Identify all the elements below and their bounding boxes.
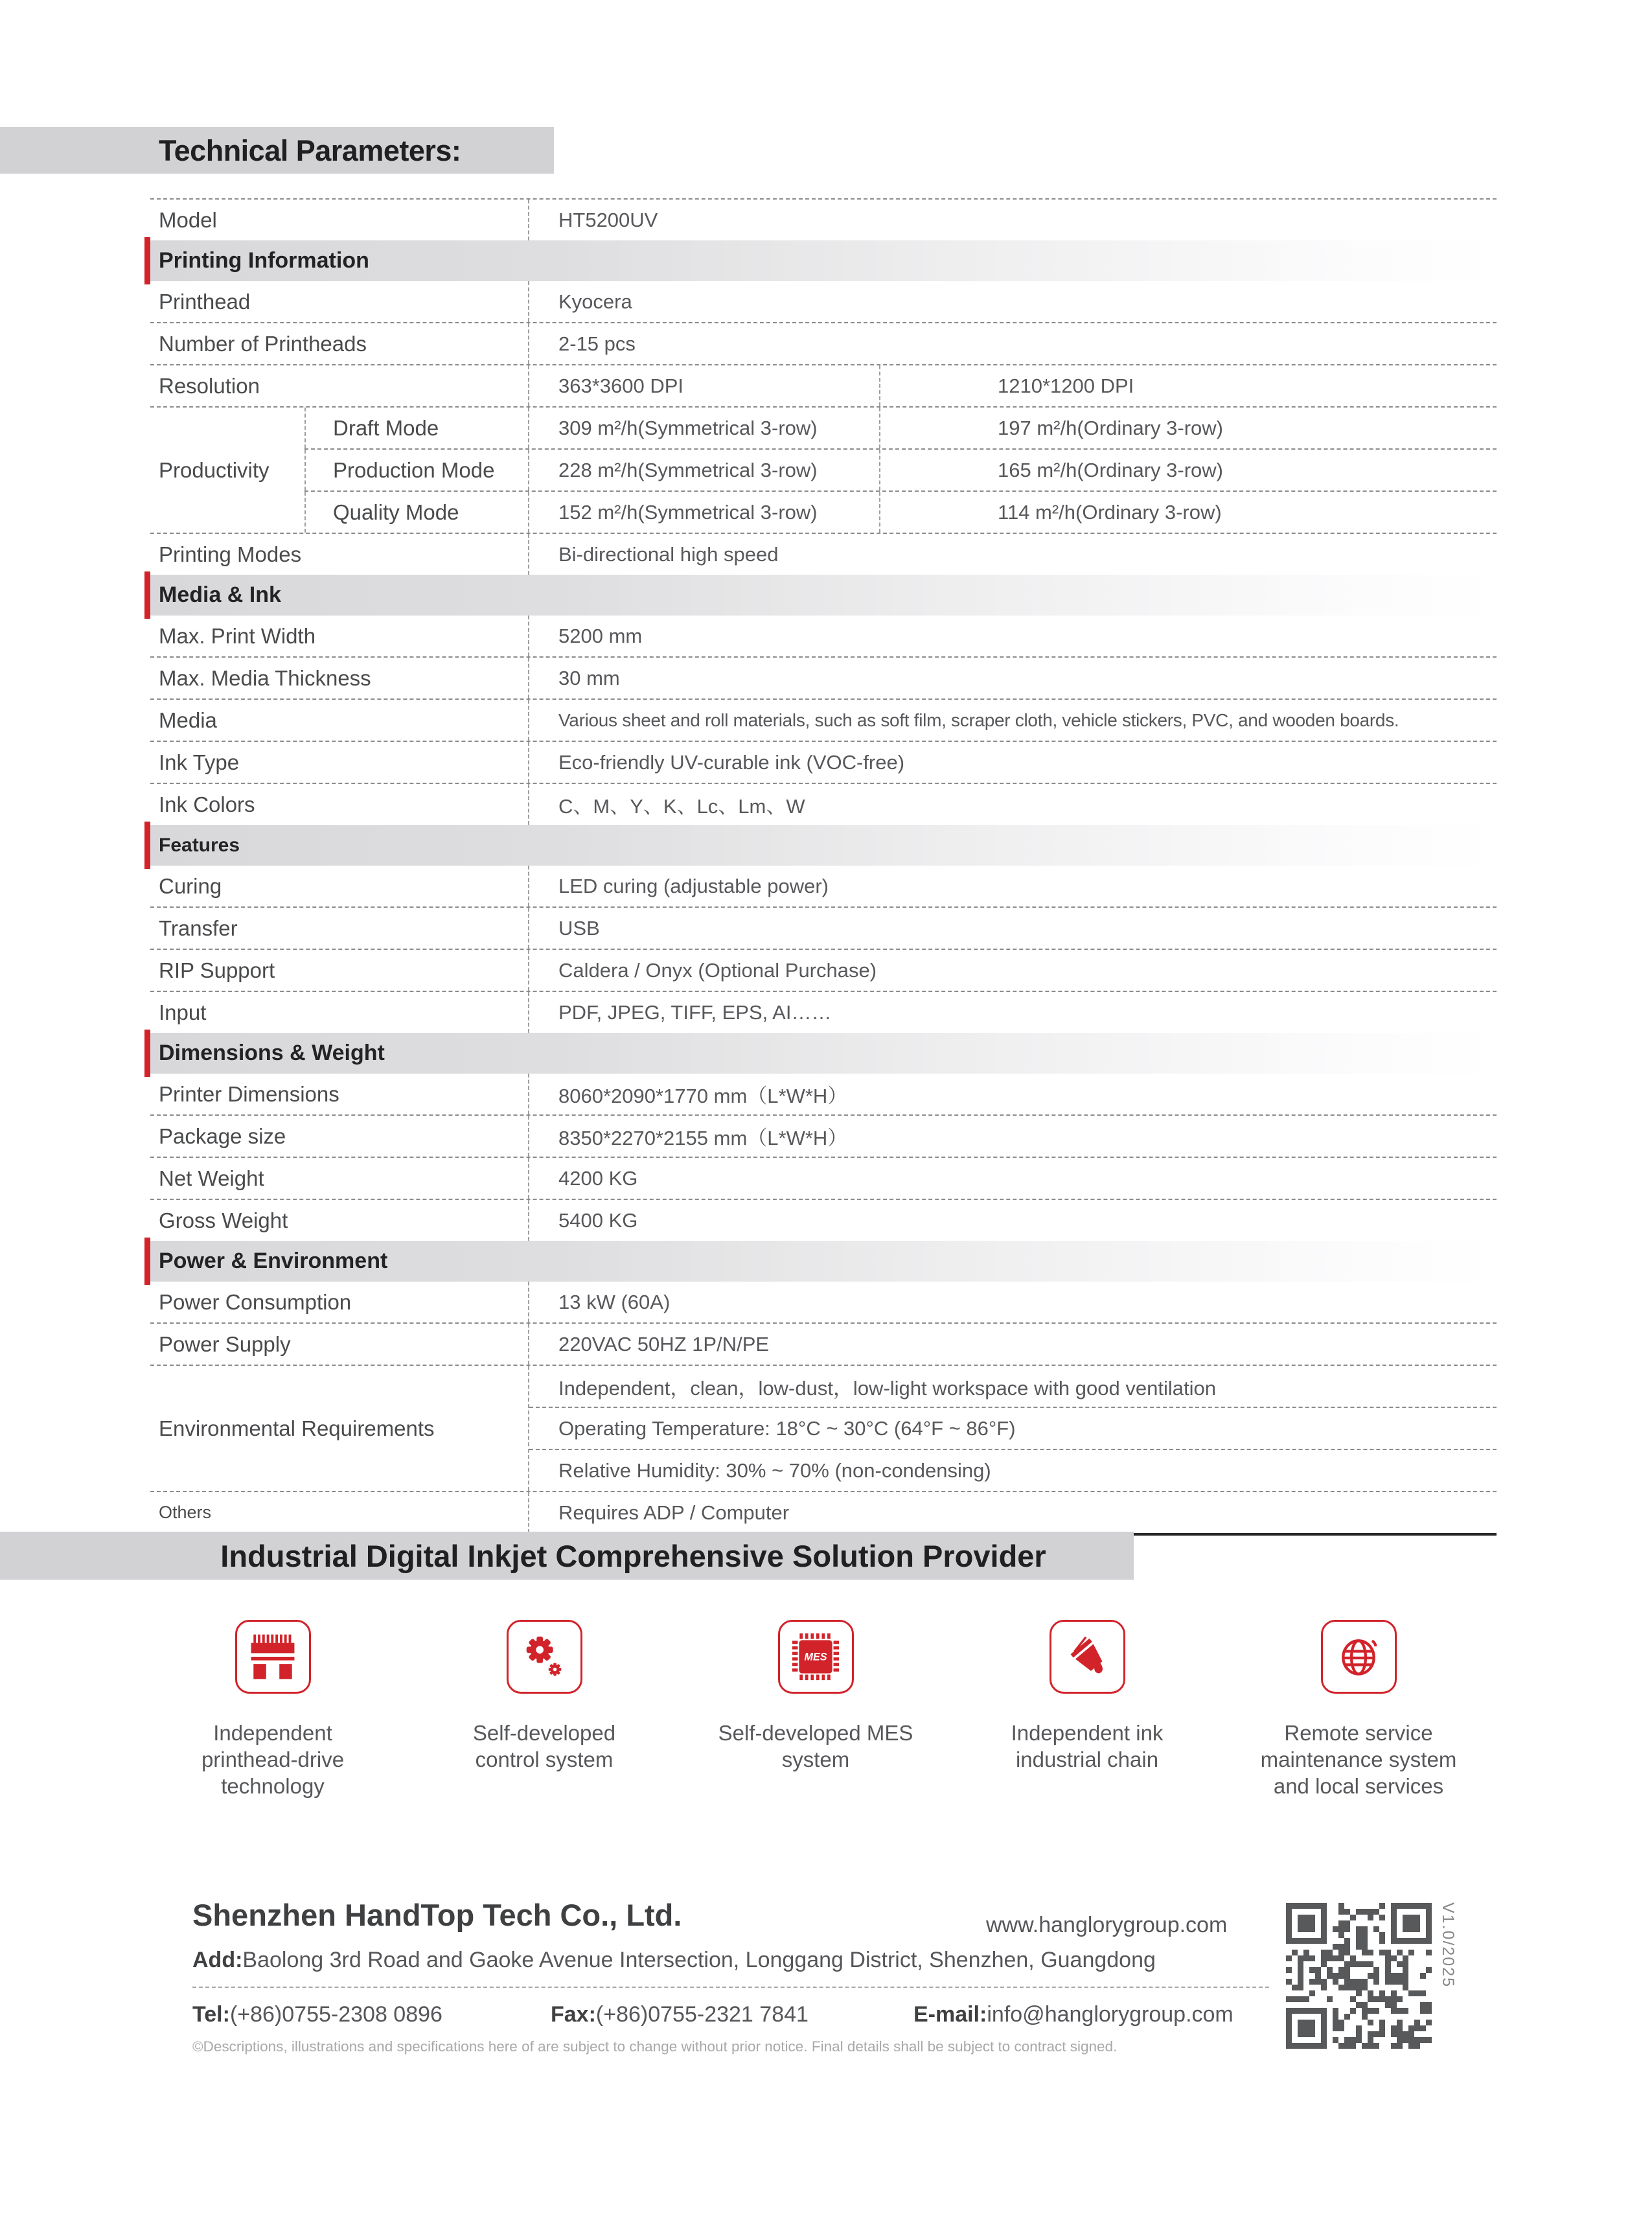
row-value: 8060*2090*1770 mm（L*W*H） bbox=[528, 1074, 1497, 1114]
qr-code bbox=[1286, 1903, 1432, 2049]
spec-table bbox=[150, 198, 1497, 1536]
environment-temperature: Operating Temperature: 18°C ~ 30°C (64°F ~ 86°F) bbox=[529, 1407, 1497, 1449]
row-transfer bbox=[150, 906, 1497, 949]
email-label: E-mail: bbox=[913, 2002, 987, 2027]
solution-item-remote-service bbox=[1242, 1620, 1475, 1799]
row-label: Curing bbox=[159, 873, 222, 898]
fax-row bbox=[551, 2002, 809, 2027]
mode-value-2: 114 m²/h(Ordinary 3-row) bbox=[879, 492, 1497, 533]
row-label: Number of Printheads bbox=[159, 331, 367, 356]
row-curing bbox=[150, 866, 1497, 906]
row-label: Printhead bbox=[159, 289, 251, 314]
row-value-2: 1210*1200 DPI bbox=[879, 365, 1497, 406]
icon-card bbox=[507, 1620, 582, 1694]
icon-card bbox=[1321, 1620, 1397, 1694]
page-title: Technical Parameters: bbox=[159, 134, 461, 167]
section-header-dimensions-weight bbox=[150, 1033, 1497, 1074]
environment-workspace: Independent，clean，low-dust，low-light workspace with good ventilation bbox=[558, 1377, 1216, 1400]
solution-heading-band bbox=[0, 1532, 1134, 1580]
icon-card bbox=[778, 1620, 854, 1694]
solution-item-mes-system bbox=[699, 1620, 932, 1773]
row-value: 220VAC 50HZ 1P/N/PE bbox=[528, 1324, 1497, 1365]
row-value: 13 kW (60A) bbox=[528, 1282, 1497, 1322]
footer-contacts bbox=[192, 2002, 1269, 2028]
address-label: Add: bbox=[192, 1948, 243, 1972]
email-value: info@hanglorygroup.com bbox=[987, 2002, 1233, 2027]
row-max-print-width bbox=[150, 616, 1497, 656]
section-header-media-ink bbox=[150, 575, 1497, 616]
fax-label: Fax: bbox=[551, 2002, 596, 2027]
solution-label: Remote service maintenance system and local services bbox=[1260, 1721, 1457, 1798]
row-value: Kyocera bbox=[528, 281, 1497, 322]
globe-icon bbox=[1334, 1632, 1383, 1681]
solution-item-ink-chain bbox=[970, 1620, 1204, 1773]
row-label: Ink Colors bbox=[159, 792, 255, 816]
row-value: 5200 mm bbox=[528, 616, 1497, 656]
row-value: 8350*2270*2155 mm（L*W*H） bbox=[528, 1116, 1497, 1157]
row-value: Various sheet and roll materials, such as soft film, scraper cloth, vehicle stickers, PVC, and wooden boards. bbox=[528, 700, 1497, 741]
row-ink-colors bbox=[150, 783, 1497, 825]
mode-value-1: 152 m²/h(Symmetrical 3-row) bbox=[528, 492, 879, 533]
row-value: 30 mm bbox=[528, 658, 1497, 698]
mode-value-1: 309 m²/h(Symmetrical 3-row) bbox=[528, 408, 879, 448]
row-label: Resolution bbox=[159, 373, 260, 398]
row-label: Environmental Requirements bbox=[159, 1416, 435, 1440]
title-bar bbox=[0, 127, 554, 174]
mode-value-2: 165 m²/h(Ordinary 3-row) bbox=[879, 450, 1497, 490]
row-label: Printing Modes bbox=[159, 542, 302, 566]
section-red-bar bbox=[144, 1238, 150, 1285]
row-label: Transfer bbox=[159, 916, 238, 940]
fax-value: (+86)0755-2321 7841 bbox=[595, 2002, 809, 2027]
environmental-requirements-block bbox=[150, 1365, 1497, 1491]
section-red-bar bbox=[144, 822, 150, 869]
row-printer-dimensions bbox=[150, 1074, 1497, 1114]
solution-heading: Industrial Digital Inkjet Comprehensive Solution Provider bbox=[220, 1539, 1046, 1573]
row-max-media-thickness bbox=[150, 656, 1497, 698]
row-power-supply bbox=[150, 1322, 1497, 1365]
email-row bbox=[913, 2002, 1233, 2027]
row-value-1: 363*3600 DPI bbox=[528, 365, 879, 406]
row-value: Caldera / Onyx (Optional Purchase) bbox=[528, 950, 1497, 991]
company-name: Shenzhen HandTop Tech Co., Ltd. bbox=[192, 1898, 682, 1932]
tel-row bbox=[192, 2002, 442, 2027]
row-value: PDF, JPEG, TIFF, EPS, AI…… bbox=[528, 992, 1497, 1033]
row-value: LED curing (adjustable power) bbox=[528, 866, 1497, 906]
mode-value-1: 228 m²/h(Symmetrical 3-row) bbox=[528, 450, 879, 490]
row-draft-mode bbox=[304, 408, 1497, 448]
row-quality-mode bbox=[304, 490, 1497, 533]
row-label: Power Consumption bbox=[159, 1289, 352, 1314]
section-title: Media & Ink bbox=[159, 582, 281, 607]
ink-bucket-icon bbox=[1062, 1632, 1112, 1681]
row-value: 2-15 pcs bbox=[528, 323, 1497, 364]
tel-value: (+86)0755-2308 0896 bbox=[229, 2002, 442, 2027]
row-label: Max. Media Thickness bbox=[159, 665, 371, 690]
section-red-bar bbox=[144, 1030, 150, 1077]
row-net-weight bbox=[150, 1157, 1497, 1199]
section-header-printing-information bbox=[150, 240, 1497, 281]
mode-label: Draft Mode bbox=[304, 408, 528, 448]
row-value: 5400 KG bbox=[528, 1200, 1497, 1241]
row-printing-modes bbox=[150, 533, 1497, 575]
productivity-modes bbox=[304, 408, 1497, 533]
section-title: Power & Environment bbox=[159, 1249, 388, 1273]
row-label: Max. Print Width bbox=[159, 623, 316, 648]
printhead-icon bbox=[247, 1634, 298, 1679]
row-label: Productivity bbox=[159, 457, 270, 482]
row-value: Eco-friendly UV-curable ink (VOC-free) bbox=[528, 742, 1497, 783]
solution-label: Independent printhead-drive technology bbox=[201, 1721, 345, 1798]
row-label: Gross Weight bbox=[159, 1208, 288, 1232]
row-media bbox=[150, 698, 1497, 741]
row-label: Printer Dimensions bbox=[159, 1081, 339, 1106]
gears-icon bbox=[519, 1631, 569, 1682]
row-resolution bbox=[150, 364, 1497, 406]
row-power-consumption bbox=[150, 1282, 1497, 1322]
row-ink-type bbox=[150, 741, 1497, 783]
solution-label: Self-developed MES system bbox=[718, 1721, 913, 1771]
company-address-row bbox=[192, 1948, 1156, 1973]
section-red-bar bbox=[144, 237, 150, 284]
row-value: USB bbox=[528, 908, 1497, 949]
row-label: Package size bbox=[159, 1124, 286, 1148]
section-title: Printing Information bbox=[159, 248, 369, 273]
solution-item-printhead-drive bbox=[156, 1620, 389, 1799]
row-printhead bbox=[150, 281, 1497, 322]
row-label: RIP Support bbox=[159, 958, 275, 982]
section-header-power-environment bbox=[150, 1241, 1497, 1282]
solution-label: Self-developed control system bbox=[472, 1721, 616, 1771]
mes-chip-icon bbox=[791, 1632, 840, 1681]
row-value: Bi-directional high speed bbox=[528, 534, 1497, 575]
section-title: Features bbox=[159, 834, 240, 856]
tel-label: Tel: bbox=[192, 2002, 230, 2027]
row-label: Ink Type bbox=[159, 750, 240, 774]
section-red-bar bbox=[144, 571, 150, 619]
mode-value-2: 197 m²/h(Ordinary 3-row) bbox=[879, 408, 1497, 448]
section-title: Dimensions & Weight bbox=[159, 1041, 385, 1065]
solution-item-control-system bbox=[428, 1620, 661, 1773]
mode-label: Quality Mode bbox=[304, 492, 528, 533]
row-label: Model bbox=[159, 207, 217, 232]
company-website: www.hanglorygroup.com bbox=[986, 1913, 1228, 1937]
row-model bbox=[150, 200, 1497, 240]
row-label: Net Weight bbox=[159, 1166, 264, 1190]
version-text: V1.0/2025 bbox=[1439, 1902, 1457, 1988]
row-rip-support bbox=[150, 949, 1497, 991]
row-value: 4200 KG bbox=[528, 1158, 1497, 1199]
environmental-values bbox=[528, 1366, 1497, 1491]
footer-divider bbox=[192, 1987, 1269, 1988]
mode-label: Production Mode bbox=[304, 450, 528, 490]
row-package-size bbox=[150, 1114, 1497, 1157]
icon-card bbox=[1050, 1620, 1125, 1694]
solution-label: Independent ink industrial chain bbox=[1011, 1721, 1164, 1771]
row-value: Requires ADP / Computer bbox=[528, 1492, 1497, 1533]
row-label: Input bbox=[159, 1000, 207, 1024]
row-production-mode bbox=[304, 448, 1497, 490]
row-others bbox=[150, 1491, 1497, 1533]
row-label: Others bbox=[159, 1503, 212, 1522]
section-header-features bbox=[150, 825, 1497, 866]
environment-humidity: Relative Humidity: 30% ~ 70% (non-condensing) bbox=[529, 1449, 1497, 1491]
row-label: Power Supply bbox=[159, 1332, 291, 1356]
row-number-of-printheads bbox=[150, 322, 1497, 364]
productivity-block bbox=[150, 406, 1497, 533]
row-gross-weight bbox=[150, 1199, 1497, 1241]
svg-text:MES: MES bbox=[804, 1651, 827, 1663]
footer-disclaimer: ©Descriptions, illustrations and specifications here of are subject to change without prior notice. Final details shall be subject to contract signed. bbox=[192, 2038, 1118, 2055]
row-input bbox=[150, 991, 1497, 1033]
address-value: Baolong 3rd Road and Gaoke Avenue Intersection, Longgang District, Shenzhen, Guangdong bbox=[242, 1948, 1156, 1972]
icon-card bbox=[235, 1620, 311, 1694]
row-label: Media bbox=[159, 708, 217, 732]
row-value: C、M、Y、K、Lc、Lm、W bbox=[528, 784, 1497, 825]
row-value: HT5200UV bbox=[528, 200, 1497, 240]
